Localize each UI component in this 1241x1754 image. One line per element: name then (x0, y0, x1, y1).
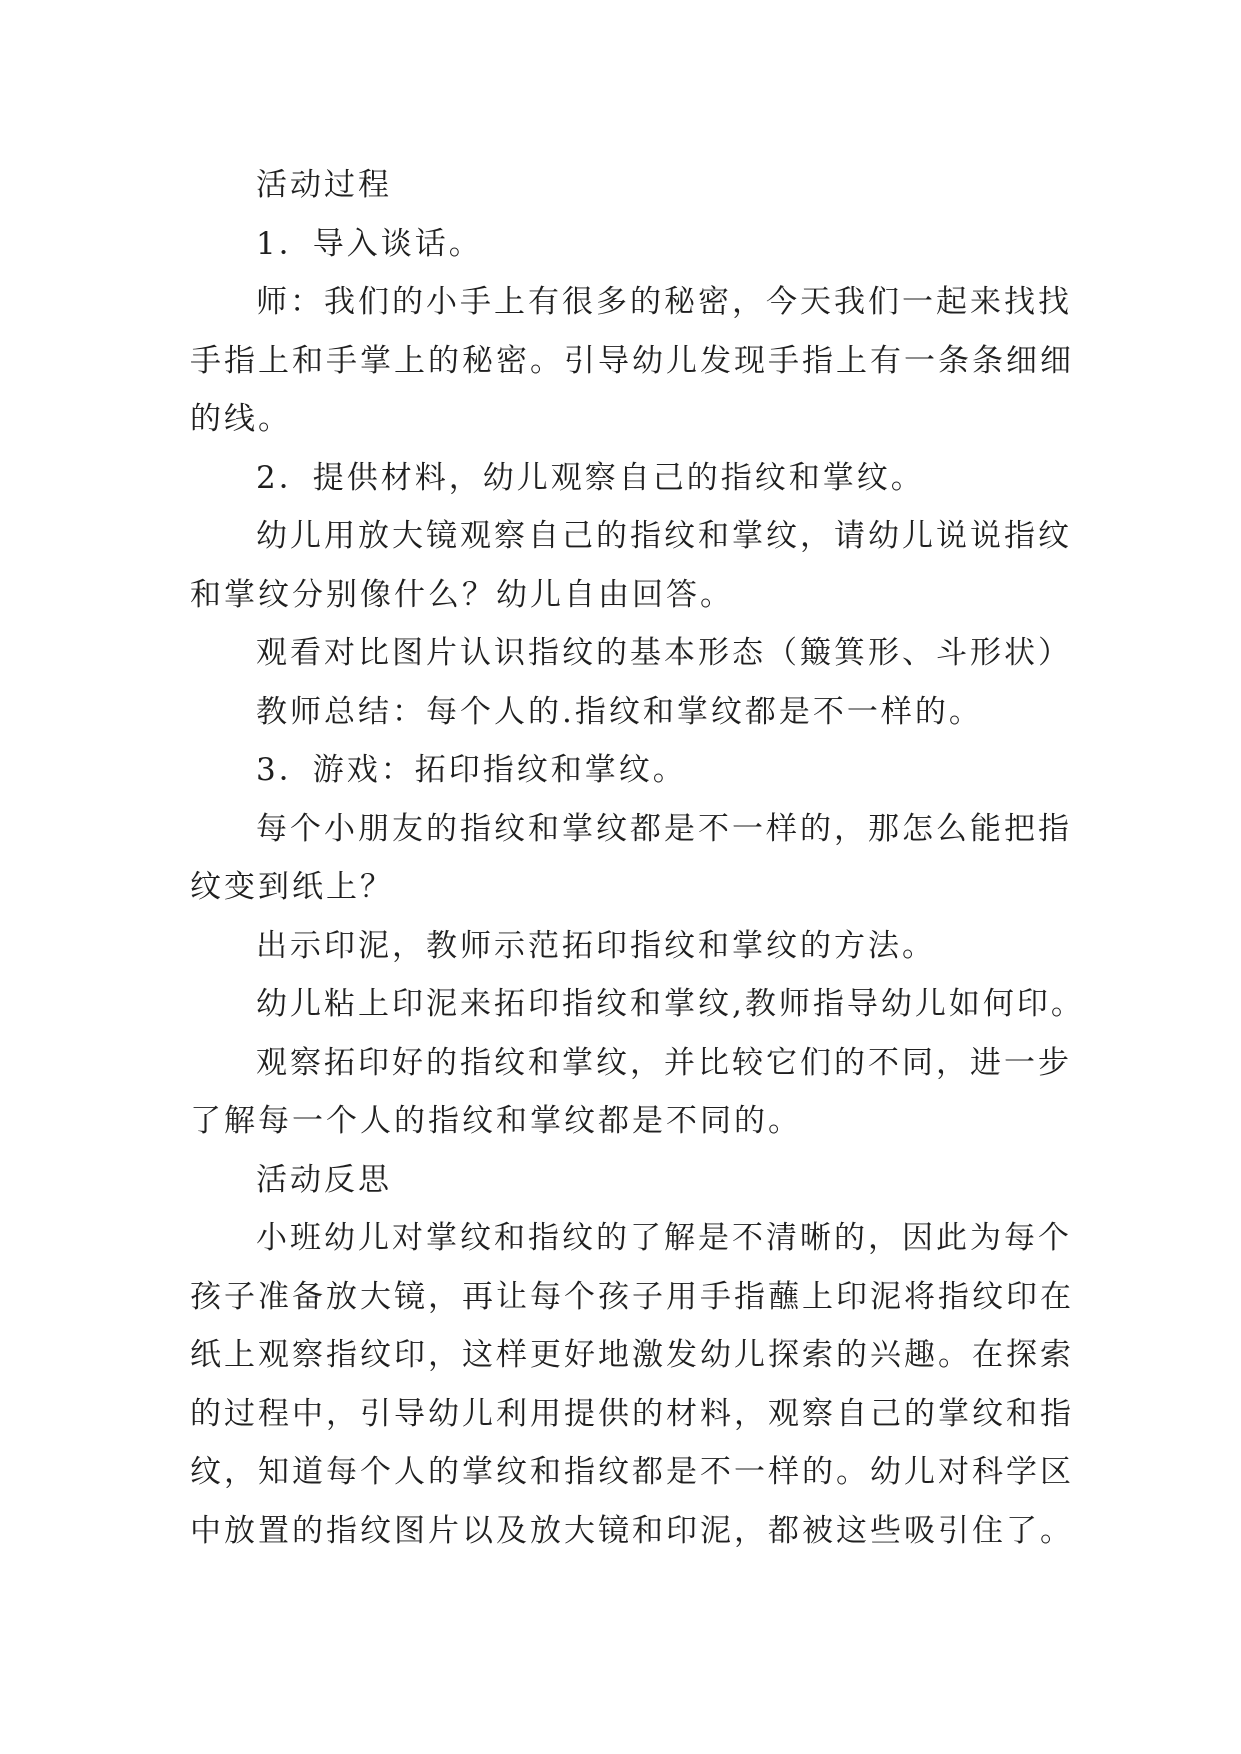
text-line: 每个小朋友的指纹和掌纹都是不一样的，那怎么能把指 (256, 810, 1072, 847)
text-line: 出示印泥，教师示范拓印指纹和掌纹的方法。 (256, 927, 936, 964)
text-line: 观看对比图片认识指纹的基本形态（簸箕形、斗形状） (256, 635, 1072, 671)
text-line: 小班幼儿对掌纹和指纹的了解是不清晰的，因此为每个 (256, 1220, 1072, 1256)
paragraph (190, 507, 1070, 624)
paragraph (190, 1034, 1070, 1151)
paragraph (190, 800, 1070, 917)
text-line: 2．提供材料，幼儿观察自己的指纹和掌纹。 (256, 459, 925, 496)
document-body (190, 156, 1085, 1560)
text-line: 1．导入谈话。 (256, 225, 483, 262)
text-line: 中放置的指纹图片以及放大镜和印泥，都被这些吸引住了。 (190, 1512, 1074, 1549)
section-heading-activity-reflection (190, 1151, 1070, 1210)
text-line: 观察拓印好的指纹和掌纹，并比较它们的不同，进一步 (256, 1044, 1072, 1081)
step-1-heading (190, 215, 1070, 274)
text-line: 活动过程 (256, 167, 392, 203)
text-line: 的线。 (190, 401, 292, 437)
paragraph (190, 683, 1070, 742)
text-line: 纹变到纸上？ (190, 869, 394, 905)
paragraph (190, 273, 1074, 449)
paragraph (190, 1209, 1074, 1560)
text-line: 的过程中，引导幼儿利用提供的材料，观察自己的掌纹和指 (190, 1395, 1074, 1432)
text-line: 活动反思 (256, 1161, 392, 1198)
step-2-heading (190, 449, 1070, 508)
text-line: 和掌纹分别像什么？幼儿自由回答。 (190, 576, 734, 613)
text-line: 3．游戏：拓印指纹和掌纹。 (256, 752, 687, 788)
text-line: 了解每一个人的指纹和掌纹都是不同的。 (190, 1103, 802, 1139)
text-line: 师：我们的小手上有很多的秘密，今天我们一起来找找 (256, 284, 1072, 320)
paragraph (190, 975, 1085, 1034)
text-line: 孩子准备放大镜，再让每个孩子用手指蘸上印泥将指纹印在 (190, 1278, 1074, 1315)
paragraph (190, 917, 1070, 976)
text-line: 教师总结：每个人的.指纹和掌纹都是不一样的。 (256, 693, 983, 730)
paragraph (190, 624, 1070, 683)
text-line: 纹，知道每个人的掌纹和指纹都是不一样的。幼儿对科学区 (190, 1454, 1074, 1490)
text-line: 手指上和手掌上的秘密。引导幼儿发现手指上有一条条细细 (190, 342, 1074, 379)
text-line: 幼儿粘上印泥来拓印指纹和掌纹,教师指导幼儿如何印。 (256, 986, 1085, 1022)
section-heading-activity-process (190, 156, 1070, 215)
text-line: 纸上观察指纹印，这样更好地激发幼儿探索的兴趣。在探索 (190, 1337, 1074, 1373)
text-line: 幼儿用放大镜观察自己的指纹和掌纹，请幼儿说说指纹 (256, 518, 1072, 554)
step-3-heading (190, 741, 1070, 800)
